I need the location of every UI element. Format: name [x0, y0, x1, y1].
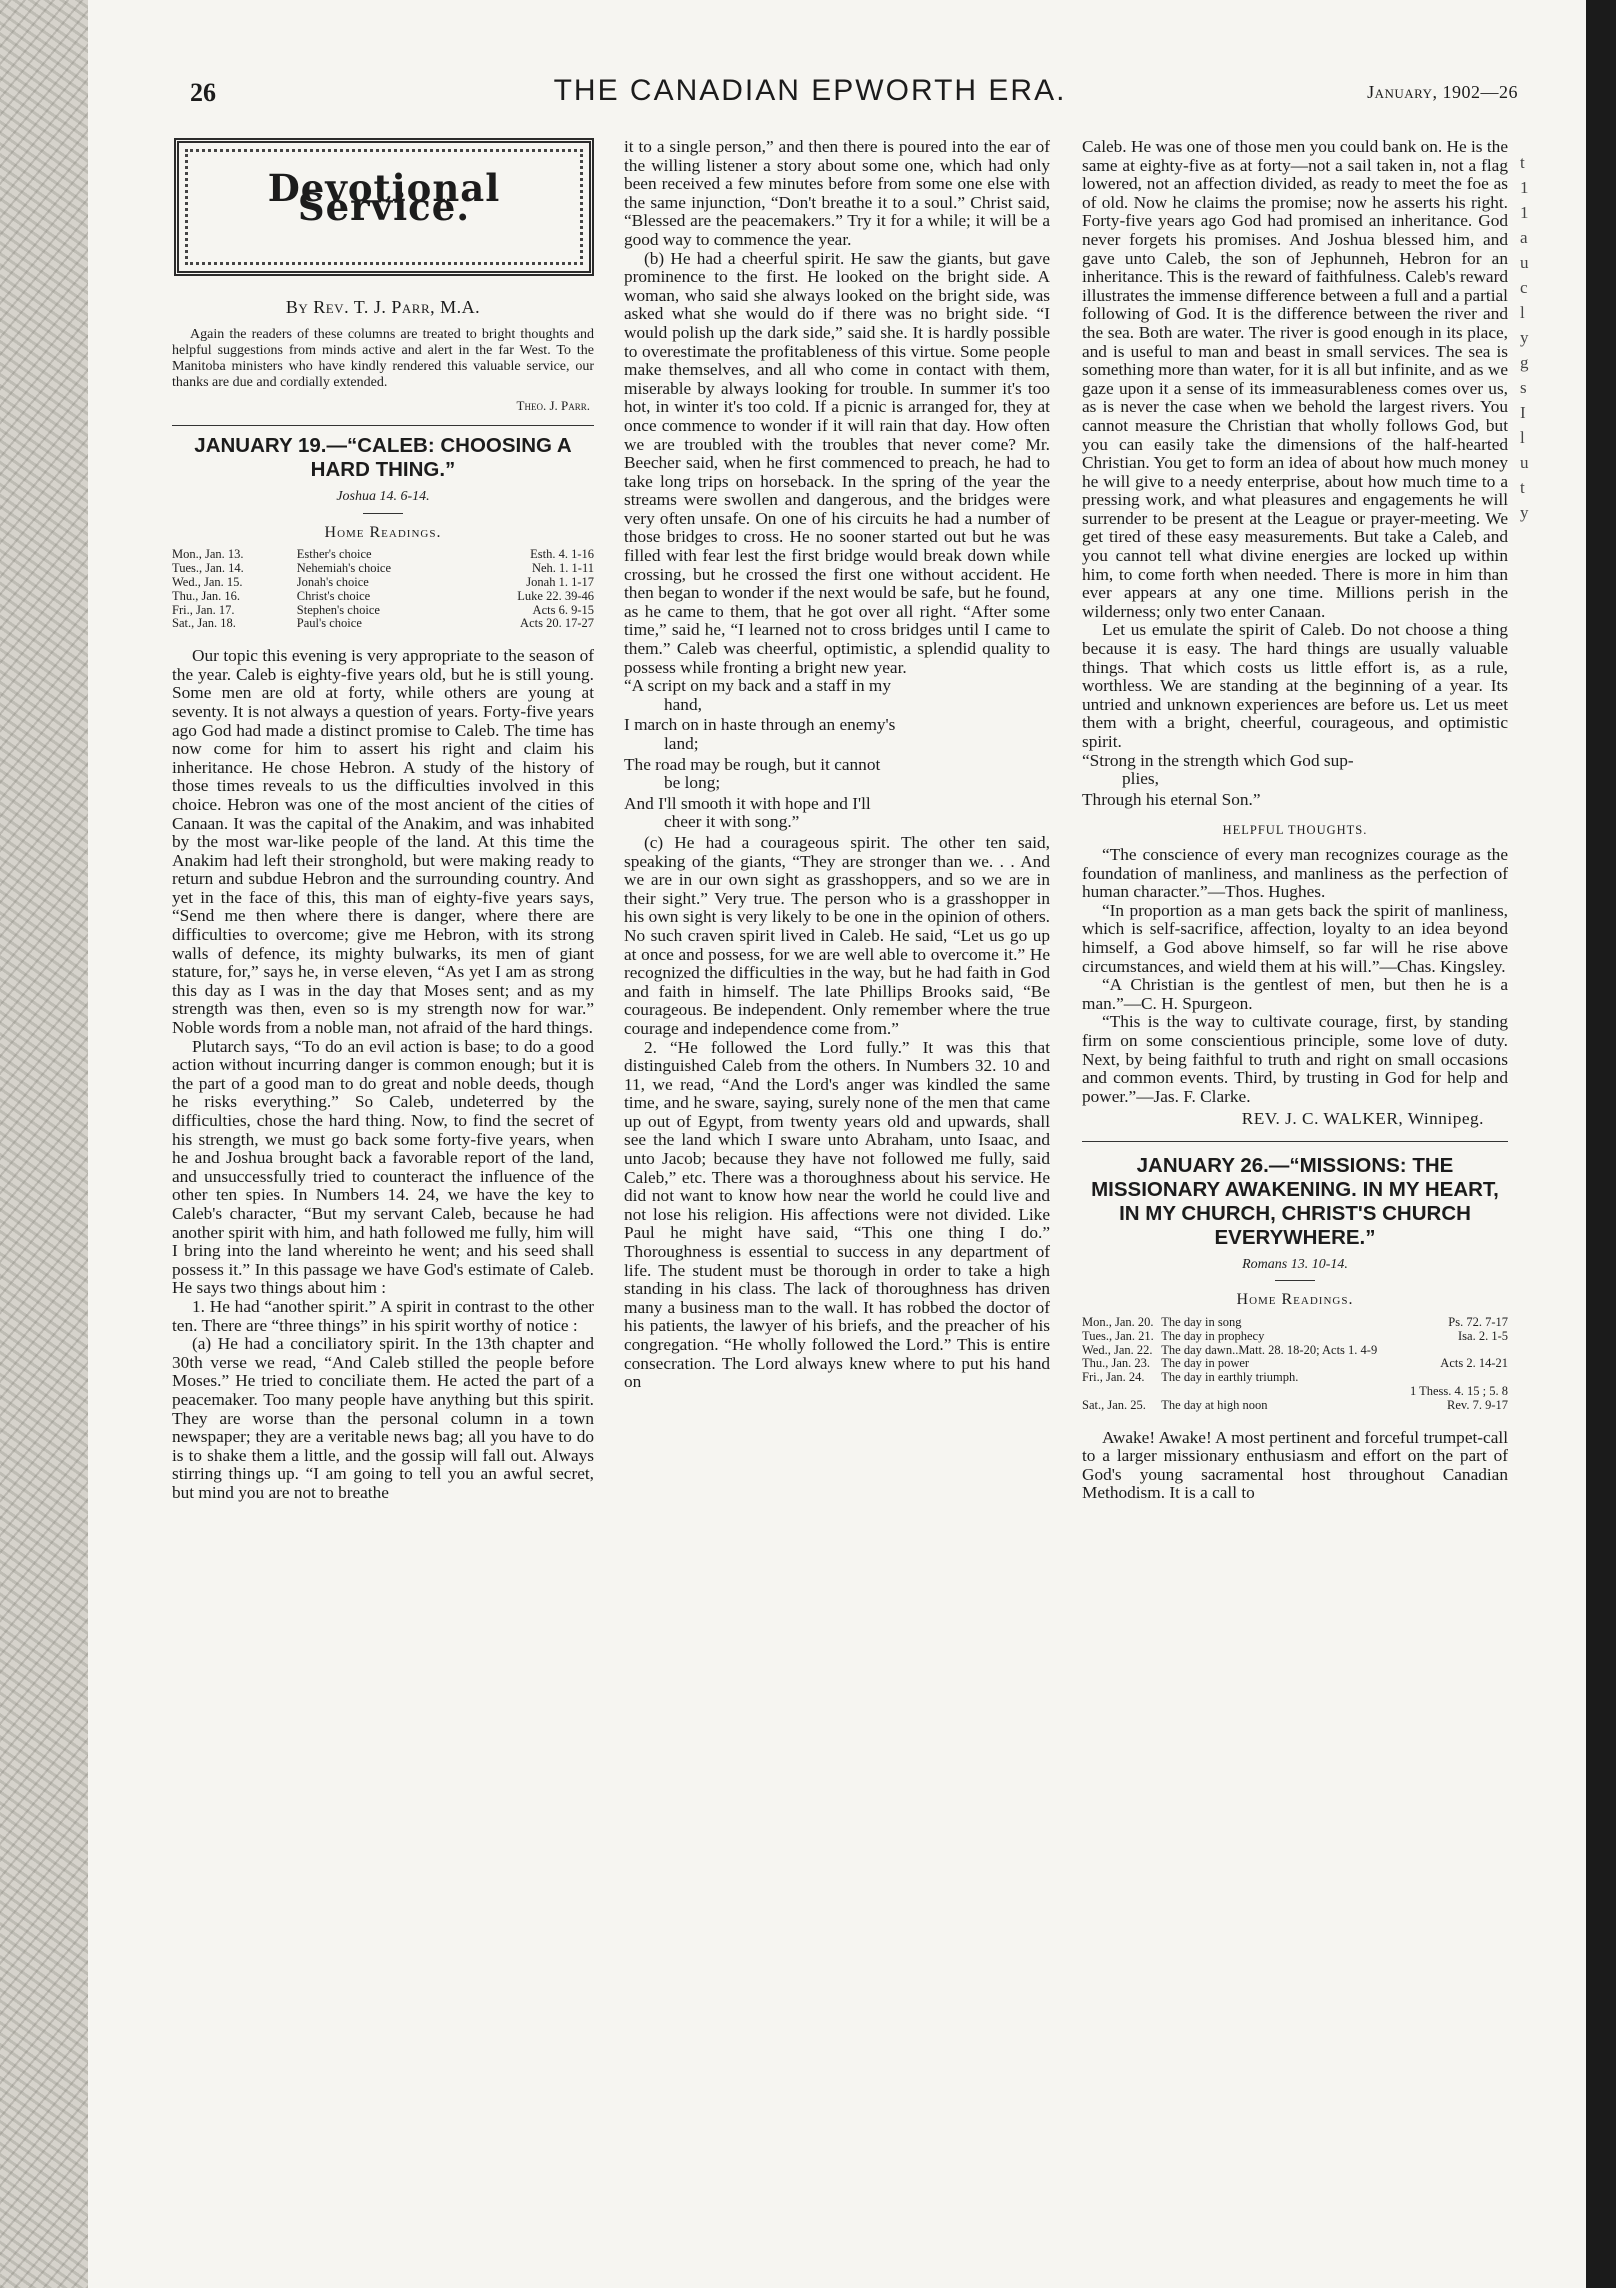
bleed-letter: 1 — [1520, 203, 1529, 222]
divider — [1082, 1141, 1508, 1142]
bleed-letter: l — [1520, 428, 1525, 447]
bleed-letter: g — [1520, 353, 1529, 372]
reading-title: Jonah's choice — [296, 574, 369, 589]
reading-day: Tues., Jan. 14. — [172, 561, 244, 576]
reading-row — [1082, 1371, 1508, 1385]
page-number: 26 — [190, 78, 216, 107]
issue-date-text: January, 1902—26 — [1367, 82, 1518, 102]
poem-line: And I'll smooth it with hope and I'll — [624, 793, 871, 813]
bleed-letter: t — [1520, 478, 1525, 497]
lesson-2-readings-title: Home Readings. — [1236, 1291, 1354, 1309]
reading-day: Sat., Jan. 18. — [172, 616, 236, 631]
reading-ref — [1400, 1371, 1508, 1385]
poem-1 — [624, 677, 1050, 832]
reading-title: The day in song — [1161, 1315, 1242, 1330]
lesson-2-readings-table — [1082, 1316, 1508, 1413]
helpful-thoughts-title: HELPFUL THOUGHTS. — [1222, 823, 1368, 838]
bleed-letter: t — [1520, 153, 1525, 172]
helpful-thoughts — [1082, 846, 1508, 1106]
short-divider — [363, 513, 403, 514]
reading-day: Mon., Jan. 13. — [172, 547, 244, 562]
reading-title — [1161, 1385, 1399, 1399]
column-1-body — [172, 647, 594, 1502]
reading-row — [172, 576, 594, 590]
column-3-body — [1082, 138, 1508, 752]
section-title: Devotional Service. — [267, 166, 501, 229]
bleed-letter: a — [1520, 228, 1528, 247]
poem-stanza-line — [624, 716, 1050, 753]
reading-ref: Esth. 4. 1-16 — [530, 547, 594, 562]
reading-row — [1082, 1344, 1508, 1358]
reading-title: Christ's choice — [296, 588, 371, 603]
reading-day: Wed., Jan. 15. — [172, 574, 243, 589]
bleed-letter: u — [1520, 253, 1529, 272]
poem-stanza-line — [624, 677, 1050, 714]
poem-line-continuation: be long; — [664, 773, 721, 793]
issue-date — [1367, 82, 1518, 103]
reading-ref: Rev. 7. 9-17 — [1447, 1397, 1508, 1412]
bleed-letter: c — [1520, 278, 1528, 297]
reading-row — [172, 562, 594, 576]
poem-line: I march on in haste through an enemy's — [624, 715, 896, 735]
reading-ref: Luke 22. 39-46 — [517, 588, 594, 603]
reading-row — [1082, 1399, 1508, 1413]
reading-title: The day in power — [1161, 1356, 1250, 1371]
poem-stanza-line — [624, 795, 1050, 832]
adjacent-page-bleed — [1520, 150, 1554, 525]
paragraph: (a) He had a conciliatory spirit. In the 13th chapter and 30th verse we read, “And Caleb stilled the people before Moses.” He tried to conciliate them. He acted the part of a peacemaker. Too many people have anything but this spirit. They are worse than the personal column in a town newspaper; they are a veritable news bag; all you have to do is to shake them a little, and the gossip will fall out. Always stirring things up. “I am going to tell you an awful secret, but mind you are not to breathe — [172, 1334, 594, 1502]
lesson-2-opening: Awake! Awake! A most pertinent and forceful trumpet-call to a larger missionary enthusiasm and effort on the part of God's young sacramental host throughout Canadian Methodism. It is a call to — [1082, 1427, 1508, 1503]
reading-day: Thu., Jan. 23. — [1082, 1356, 1151, 1371]
reading-ref — [1400, 1344, 1508, 1358]
poem-line: Through his eternal Son.” — [1082, 789, 1261, 809]
reading-row — [172, 617, 594, 631]
reading-ref: Neh. 1. 1-11 — [531, 561, 594, 576]
paragraph: “This is the way to cultivate courage, first, by standing firm on some conscientious principle, some love of duty. Next, by being faithful to truth and right on small occasions and common events. Third, by trusting in God for help and power.”—Jas. F. Clarke. — [1082, 1012, 1508, 1106]
paragraph: (c) He had a courageous spirit. The other ten said, speaking of the giants, “They are stronger than we. . . And we are in our own sight as grasshoppers, and so we are in their sight.” Very true. The person who is a grasshopper in his own sight is very likely to be one in the opinion of others. No such craven spirit lived in Caleb. He said, “Let us go up at once and possess, for we are well able to overcome it.” He recognized the difficulties in the way, but he had faith in God and faith in himself. The late Phillips Brooks said, “Be courageous. Be independent. Only remember where the true courage and independence come from.” — [624, 832, 1050, 1038]
reading-row — [1082, 1330, 1508, 1344]
reading-day: Tues., Jan. 21. — [1082, 1328, 1154, 1343]
divider — [172, 425, 594, 426]
poem-stanza-line — [1082, 752, 1508, 789]
poem-line-continuation: plies, — [1122, 769, 1159, 789]
short-divider — [1275, 1280, 1315, 1281]
paragraph: “In proportion as a man gets back the spirit of manliness, which is self-sacrifice, affection, loyalty to an idea beyond himself, a God above himself, so far will he rise above circumstances, and wield them at his will.”—Chas. Kingsley. — [1082, 900, 1508, 976]
lesson-1-scripture: Joshua 14. 6-14. — [336, 489, 430, 505]
reading-day: Sat., Jan. 25. — [1082, 1397, 1146, 1412]
column-2-body-b — [624, 834, 1050, 1392]
reading-ref: Ps. 72. 7-17 — [1448, 1315, 1508, 1330]
reading-row — [172, 604, 594, 618]
bleed-letter: 1 — [1520, 178, 1529, 197]
column-3 — [1082, 138, 1508, 1503]
poem-line-continuation: cheer it with song.” — [664, 812, 800, 832]
paragraph: 2. “He followed the Lord fully.” It was this that distinguished Caleb from the others. In Numbers 32. 10 and 11, we read, “And the Lord's anger was kindled the same time, and he sware, saying, surely none of the men that came up out of Egypt, from twenty years old and upwards, shall see the land which I sware unto Abraham, unto Isaac, and unto Jacob; because they have not followed me fully, said Caleb,” etc. There was a thoroughness about his service. He did not want to know how near the world he could live and not lose his religion. His affections were not divided. Like Paul he might have said, “This one thing I do.” Thoroughness is essential to success in any department of life. The student must be thorough in order to take a high standing in his class. The lack of thoroughness has driven many a business man to the wall. It has robbed the doctor of his patients, the lawyer of his briefs, and the preacher of his congregation. “He wholly followed the Lord.” This is entire consecration. The Lord always knew where to put his hand on — [624, 1037, 1050, 1392]
reading-ref: Acts 20. 17-27 — [520, 616, 594, 631]
bleed-letter: I — [1520, 403, 1526, 422]
reading-title: Nehemiah's choice — [296, 561, 392, 576]
paragraph: it to a single person,” and then there is poured into the ear of the willing listener a story about some one, which had only been received a few minutes before from some one else with the same injunction, “Don't breathe it to a soul.” Christ said, “Blessed are the peacemakers.” Try it for a while; it will be a good way to commence the year. — [624, 137, 1050, 249]
reading-ref: 1 Thess. 4. 15 ; 5. 8 — [1409, 1384, 1508, 1399]
reading-day — [1082, 1385, 1161, 1399]
reading-row — [172, 590, 594, 604]
column-2 — [624, 138, 1050, 1392]
page-binding — [0, 0, 88, 2288]
bleed-letter: l — [1520, 303, 1525, 322]
byline-text: By Rev. T. J. Parr, M.A. — [285, 297, 481, 317]
reading-day: Fri., Jan. 17. — [172, 602, 235, 617]
bleed-letter: y — [1520, 328, 1529, 347]
poem-2 — [1082, 752, 1508, 810]
reading-title: The day in earthly triumph. — [1161, 1370, 1299, 1385]
paragraph: Let us emulate the spirit of Caleb. Do not choose a thing because it is easy. The hard things are usually valuable things. That which costs us little effort is, as a rule, worthless. We are standing at the beginning of a year. Its untried and unknown experiences are before us. Let us meet them with a bright, cheerful, courageous, and optimistic spirit. — [1082, 620, 1508, 751]
reading-title: Esther's choice — [296, 547, 372, 562]
poem-line: “Strong in the strength which God sup- — [1082, 750, 1354, 770]
reading-day: Wed., Jan. 22. — [1082, 1342, 1153, 1357]
section-title-box — [174, 138, 594, 276]
reading-title: Stephen's choice — [296, 602, 380, 617]
poem-stanza-line — [1082, 791, 1508, 810]
reading-row — [1082, 1316, 1508, 1330]
reading-day: Fri., Jan. 24. — [1082, 1370, 1145, 1385]
paragraph: Plutarch says, “To do an evil action is base; to do a good action without incurring danger is common enough; but it is the part of a good man to do great and noble deeds, though he risks everything.” So Caleb, undeterred by the difficulties, chose the hard thing. Now, to find the secret of his strength, we must go back some forty-five years, when he and Joshua brought back a favorable report of the land, and unsuccessfully tried to counteract the influence of the other ten spies. In Numbers 14. 24, we have the key to Caleb's character, “But my servant Caleb, because he had another spirit with him, and hath followed me fully, him will I bring into the land whereinto he went; and his seed shall possess it.” In this passage we have God's estimate of Caleb. He says two things about him : — [172, 1036, 594, 1298]
bleed-letter: y — [1520, 503, 1529, 522]
reading-title: The day dawn..Matt. 28. 18-20; Acts 1. 4-9 — [1161, 1342, 1378, 1357]
poem-line-continuation: land; — [664, 734, 699, 753]
intro-text: Again the readers of these columns are treated to bright thoughts and helpful suggestions from minds active and alert in the far West. To the Manitoba ministers who have kindly rendered this valuable service, our thanks are due and cordially extended. — [172, 326, 594, 390]
reading-ref: Jonah 1. 1-17 — [526, 574, 594, 589]
poem-line: The road may be rough, but it cannot — [624, 754, 881, 774]
running-head — [100, 74, 1520, 118]
reading-row — [172, 548, 594, 562]
reading-day: Mon., Jan. 20. — [1082, 1315, 1154, 1330]
lesson-1-writer: REV. J. C. WALKER, Winnipeg. — [1241, 1109, 1484, 1129]
poem-stanza-line — [624, 756, 1050, 793]
paragraph: Our topic this evening is very appropriate to the season of the year. Caleb is eighty-five years old, but he is still young. Some men are old at forty, while others are young at seventy. It is not always a question of years. Forty-five years ago God had made a distinct promise to Caleb. The time has now come for him to assert his right and claim his inheritance. He chose Hebron. A study of the history of those times reveals to us the difficulties involved in this choice. Hebron was one of the most ancient of the cities of Canaan. It was the capital of the Anakim, and was inhabited by the most war-like people of the land. At this time the Anakim had left their stronghold, but were making ready to return and subdue Hebron and the surrounding country. And yet in the face of this, this man of eighty-five years says, “Send me then where there is danger, where there are difficulties to overcome; give me Hebron, with its strong walls of defence, its mighty bulwarks, its men of giant stature, for,” says he, in verse eleven, “As yet I am as strong this day as I was in the day that Moses sent; and as my strength was then, even so is my strength now for war.” Noble words from a noble man, not afraid of the hard things. — [172, 646, 594, 1038]
paragraph: “The conscience of every man recognizes courage as the foundation of manliness, and manliness as the perfection of human character.”—Thos. Hughes. — [1082, 844, 1508, 902]
lesson-2-heading: JANUARY 26.—“MISSIONS: THE MISSIONARY AWAKENING. IN MY HEART, IN MY CHURCH, CHRIST'S CHURCH EVERYWHERE.” — [1091, 1153, 1499, 1249]
poem-line-continuation: hand, — [664, 694, 702, 714]
page-edge — [1586, 0, 1616, 2288]
paragraph: 1. He had “another spirit.” A spirit in contrast to the other ten. There are “three things” in his spirit worthy of notice : — [172, 1296, 594, 1335]
reading-title: Paul's choice — [296, 616, 362, 631]
reading-ref: Acts 6. 9-15 — [532, 602, 594, 617]
bleed-letter: u — [1520, 453, 1529, 472]
reading-title: The day at high noon — [1161, 1397, 1268, 1412]
section-intro — [172, 327, 594, 391]
reading-title: The day in prophecy — [1161, 1328, 1265, 1343]
section-byline — [172, 298, 594, 317]
newspaper-title: THE CANADIAN EPWORTH ERA. — [553, 74, 1067, 107]
reading-ref: Acts 2. 14-21 — [1440, 1356, 1508, 1371]
lesson-1-heading: JANUARY 19.—“CALEB: CHOOSING A HARD THING.” — [194, 434, 572, 482]
column-1 — [172, 138, 594, 1502]
lesson-1-readings-table — [172, 548, 594, 631]
lesson-1-readings-title: Home Readings. — [324, 523, 442, 541]
paragraph: Caleb. He was one of those men you could bank on. He is the same at eighty-five as at forty—not a sail taken in, not a flag lowered, not an affection divided, as ready to meet the foe as of old. Now he claims the promise; now he asserts his right. Forty-five years ago God had promised an inheritance. God never forgets his promises. And Joshua blessed him, and gave unto Caleb, the son of Jephunneh, Hebron for an inheritance. This is the reward of faithfulness. Caleb's reward illustrates the immense difference between a full and a partial following of God. It is the difference between the river and the sea. Both are water. The river is good enough in its place, and is useful to man and beast in small services. The sea is something more than water, for it is all but infinite, and as we gaze upon it a sense of its immeasurableness comes over us, as is never the case when we behold the largest rivers. You cannot measure the Christian that wholly follows God, but you can easily take the dimensions of the half-hearted Christian. You get to form an idea of about how much money he will give to a needy enterprise, about how much time to a pressing work, and what pleasures and engagements he will surrender to be present at the League or prayer-meeting. We get tired of these easy measurements. But take a Caleb, and you cannot tell what divine energies are locked up within him, to come forth when needed. There is more in him than ever appears at any one time. Millions perish in the wilderness; only two enter Canaan. — [1082, 137, 1508, 621]
column-2-body-a — [624, 138, 1050, 677]
reading-row — [1082, 1357, 1508, 1371]
reading-ref: Isa. 2. 1-5 — [1458, 1328, 1508, 1343]
intro-signature: Theo. J. Parr. — [516, 397, 590, 413]
lesson-2-scripture: Romans 13. 10-14. — [1242, 1256, 1348, 1272]
paragraph: “A Christian is the gentlest of men, but then he is a man.”—C. H. Spurgeon. — [1082, 975, 1508, 1013]
paragraph: (b) He had a cheerful spirit. He saw the giants, but gave prominence to the first. He looked on the bright side. A woman, who said she always looked on the bright side, was asked what she would do if there was no bright side. “I would polish up the dark side,” said she. It is hardly possible to overestimate the profitableness of this virtue. Some people make themselves, and all who come in contact with them, miserable by always looking for trouble. In summer it's too hot, in winter it's too cold. If a picnic is arranged for, they at once commence to wonder if it will rain that day. How often we are troubled with the troubles that never come? Mr. Beecher said, when he first commenced to preach, he had to take long trips on horseback. In the spring of the year the streams were swollen and dangerous, and the bridges were very often unsafe. On one of his circuits he had a number of those bridges to cross. He no sooner started out but he was filled with fear lest the first bridge would break down while crossing, but he crossed the first one without accident. He then began to wonder if the next would be safe, but he found, as he came to them, that he got over all right. “After some time,” said he, “I learned not to cross bridges until I came to them.” Caleb was cheerful, optimistic, a splendid quality to possess while fronting a bright new year. — [624, 248, 1050, 677]
poem-line: “A script on my back and a staff in my — [624, 676, 891, 696]
reading-row — [1082, 1385, 1508, 1399]
bleed-letter: s — [1520, 378, 1527, 397]
reading-day: Thu., Jan. 16. — [172, 588, 241, 603]
